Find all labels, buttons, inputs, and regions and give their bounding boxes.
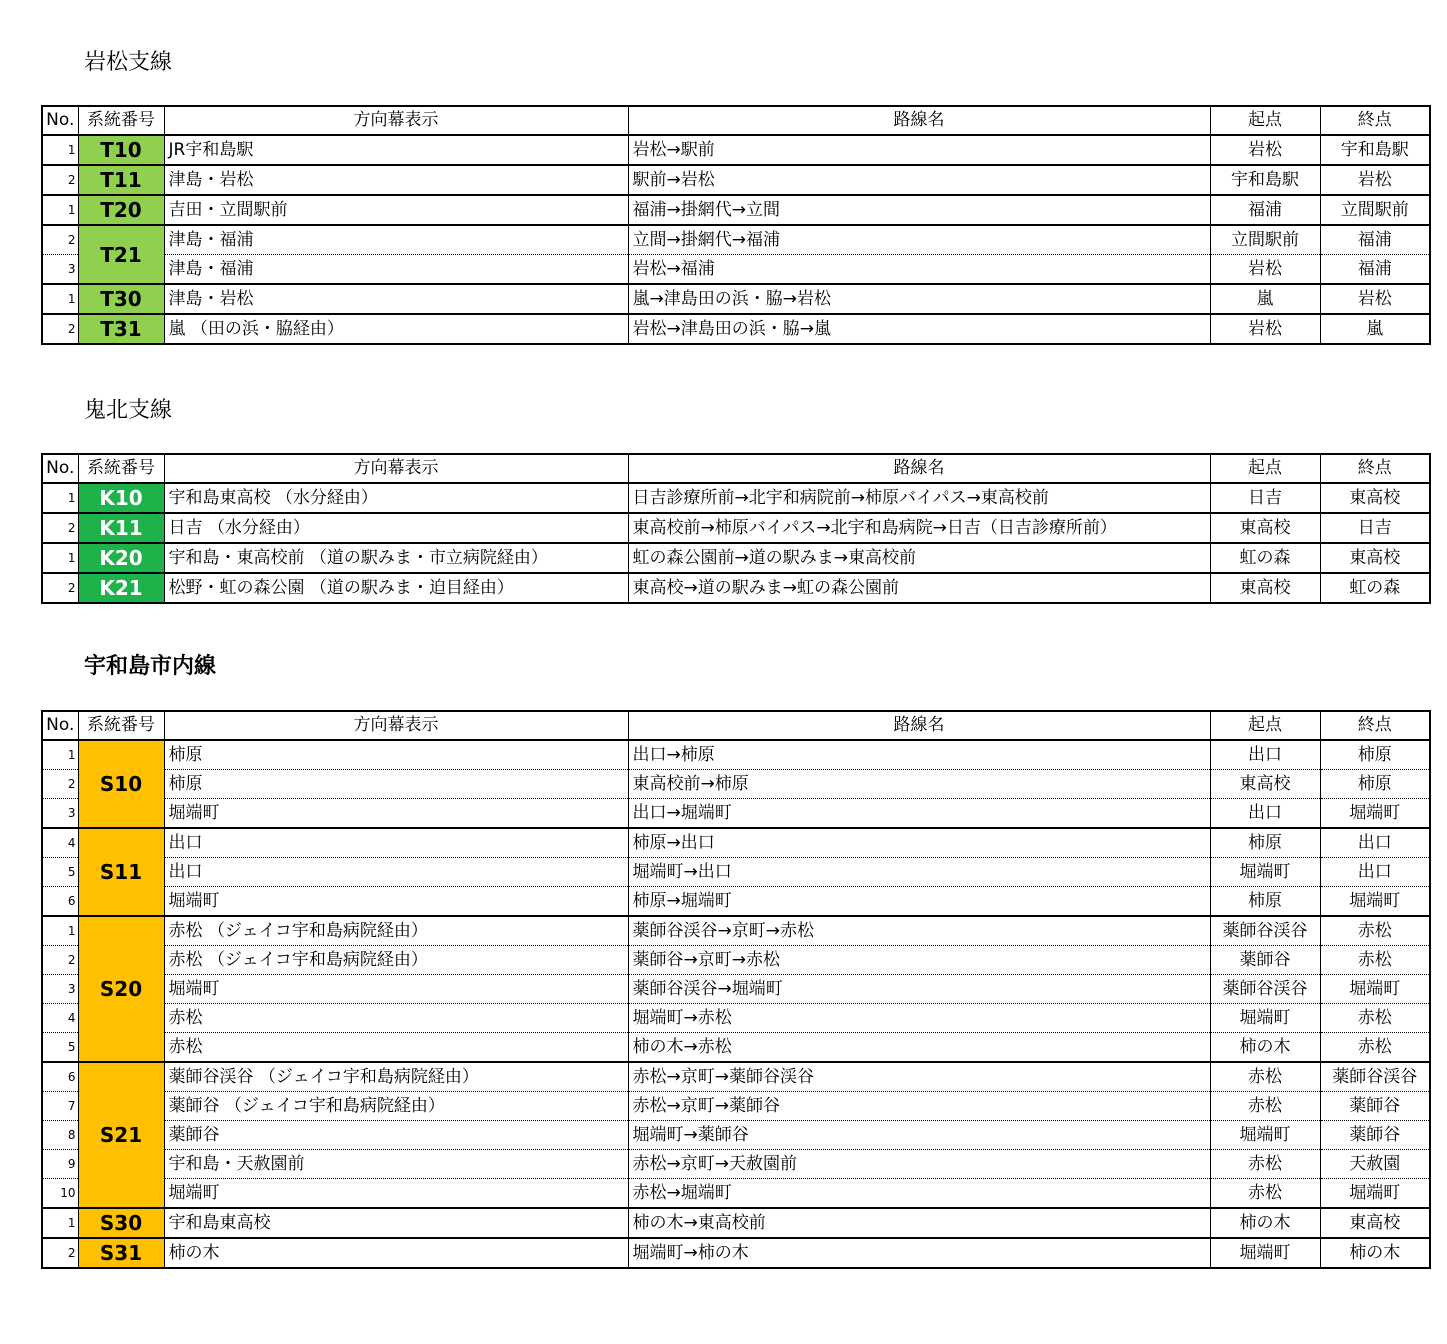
table-row bbox=[42, 165, 1430, 195]
table-row bbox=[42, 1238, 1430, 1268]
row-number: 4 bbox=[42, 1004, 78, 1033]
route-name: 赤松→京町→薬師谷渓谷 bbox=[628, 1062, 1210, 1092]
route-name: 岩松→津島田の浜・脇→嵐 bbox=[628, 314, 1210, 344]
route-name: 柿原→出口 bbox=[628, 828, 1210, 858]
start-point: 東高校 bbox=[1210, 513, 1320, 543]
row-number: 6 bbox=[42, 1062, 78, 1092]
table-row bbox=[42, 975, 1430, 1004]
table-row bbox=[42, 828, 1430, 858]
row-number: 9 bbox=[42, 1150, 78, 1179]
destination-sign: 堀端町 bbox=[164, 1179, 628, 1209]
table-row bbox=[42, 1121, 1430, 1150]
table-row bbox=[42, 799, 1430, 829]
start-point: 赤松 bbox=[1210, 1092, 1320, 1121]
start-point: 堀端町 bbox=[1210, 1121, 1320, 1150]
destination-sign: 堀端町 bbox=[164, 975, 628, 1004]
route-name: 駅前→岩松 bbox=[628, 165, 1210, 195]
start-point: 堀端町 bbox=[1210, 1004, 1320, 1033]
row-number: 2 bbox=[42, 314, 78, 344]
system-code: T10 bbox=[78, 135, 164, 165]
destination-sign: 宇和島東高校 （水分経由） bbox=[164, 483, 628, 513]
table-row bbox=[42, 1092, 1430, 1121]
route-name: 赤松→京町→天赦園前 bbox=[628, 1150, 1210, 1179]
route-name: 嵐→津島田の浜・脇→岩松 bbox=[628, 284, 1210, 314]
row-number: 10 bbox=[42, 1179, 78, 1209]
row-number: 1 bbox=[42, 916, 78, 946]
system-code: S20 bbox=[78, 916, 164, 1062]
row-number: 8 bbox=[42, 1121, 78, 1150]
route-name: 堀端町→出口 bbox=[628, 858, 1210, 887]
system-code: S10 bbox=[78, 740, 164, 828]
system-code: S30 bbox=[78, 1208, 164, 1238]
table-row bbox=[42, 946, 1430, 975]
start-point: 柿の木 bbox=[1210, 1208, 1320, 1238]
end-point: 東高校 bbox=[1320, 1208, 1430, 1238]
header-no: No. bbox=[42, 711, 78, 740]
row-number: 1 bbox=[42, 483, 78, 513]
end-point: 赤松 bbox=[1320, 946, 1430, 975]
destination-sign: 吉田・立間駅前 bbox=[164, 195, 628, 225]
header-no: No. bbox=[42, 106, 78, 135]
table-row bbox=[42, 195, 1430, 225]
row-number: 5 bbox=[42, 858, 78, 887]
end-point: 堀端町 bbox=[1320, 975, 1430, 1004]
end-point: 出口 bbox=[1320, 858, 1430, 887]
header-start: 起点 bbox=[1210, 106, 1320, 135]
row-number: 4 bbox=[42, 828, 78, 858]
header-sign: 方向幕表示 bbox=[164, 454, 628, 483]
header-route: 路線名 bbox=[628, 454, 1210, 483]
row-number: 7 bbox=[42, 1092, 78, 1121]
table-row bbox=[42, 1004, 1430, 1033]
destination-sign: 赤松 （ジェイコ宇和島病院経由） bbox=[164, 946, 628, 975]
destination-sign: 薬師谷 （ジェイコ宇和島病院経由） bbox=[164, 1092, 628, 1121]
table-row bbox=[42, 1179, 1430, 1209]
row-number: 3 bbox=[42, 255, 78, 285]
route-name: 柿の木→赤松 bbox=[628, 1033, 1210, 1063]
end-point: 嵐 bbox=[1320, 314, 1430, 344]
header-row bbox=[42, 106, 1430, 135]
destination-sign: 宇和島・天赦園前 bbox=[164, 1150, 628, 1179]
header-route: 路線名 bbox=[628, 711, 1210, 740]
table-row bbox=[42, 1150, 1430, 1179]
route-name: 立間→掛網代→福浦 bbox=[628, 225, 1210, 255]
header-end: 終点 bbox=[1320, 711, 1430, 740]
end-point: 虹の森 bbox=[1320, 573, 1430, 603]
section-title: 鬼北支線 bbox=[84, 398, 173, 423]
route-table bbox=[41, 710, 1431, 1269]
system-code: T30 bbox=[78, 284, 164, 314]
route-name: 柿原→堀端町 bbox=[628, 887, 1210, 917]
route-name: 出口→柿原 bbox=[628, 740, 1210, 770]
route-name: 薬師谷渓谷→堀端町 bbox=[628, 975, 1210, 1004]
row-number: 1 bbox=[42, 1208, 78, 1238]
section-title: 宇和島市内線 bbox=[84, 654, 217, 679]
start-point: 岩松 bbox=[1210, 135, 1320, 165]
start-point: 柿原 bbox=[1210, 828, 1320, 858]
start-point: 日吉 bbox=[1210, 483, 1320, 513]
row-number: 2 bbox=[42, 946, 78, 975]
row-number: 2 bbox=[42, 225, 78, 255]
row-number: 1 bbox=[42, 284, 78, 314]
end-point: 出口 bbox=[1320, 828, 1430, 858]
route-table bbox=[41, 453, 1431, 604]
route-name: 堀端町→薬師谷 bbox=[628, 1121, 1210, 1150]
start-point: 柿の木 bbox=[1210, 1033, 1320, 1063]
row-number: 1 bbox=[42, 543, 78, 573]
system-code: S11 bbox=[78, 828, 164, 916]
end-point: 堀端町 bbox=[1320, 1179, 1430, 1209]
row-number: 2 bbox=[42, 573, 78, 603]
row-number: 2 bbox=[42, 513, 78, 543]
start-point: 赤松 bbox=[1210, 1179, 1320, 1209]
system-code: K20 bbox=[78, 543, 164, 573]
route-name: 薬師谷→京町→赤松 bbox=[628, 946, 1210, 975]
header-route: 路線名 bbox=[628, 106, 1210, 135]
destination-sign: 柿原 bbox=[164, 770, 628, 799]
row-number: 2 bbox=[42, 1238, 78, 1268]
destination-sign: 津島・岩松 bbox=[164, 284, 628, 314]
table-row bbox=[42, 255, 1430, 285]
end-point: 赤松 bbox=[1320, 916, 1430, 946]
row-number: 1 bbox=[42, 740, 78, 770]
end-point: 宇和島駅 bbox=[1320, 135, 1430, 165]
row-number: 2 bbox=[42, 165, 78, 195]
end-point: 東高校 bbox=[1320, 543, 1430, 573]
header-end: 終点 bbox=[1320, 106, 1430, 135]
row-number: 1 bbox=[42, 135, 78, 165]
start-point: 出口 bbox=[1210, 740, 1320, 770]
end-point: 立間駅前 bbox=[1320, 195, 1430, 225]
end-point: 福浦 bbox=[1320, 225, 1430, 255]
start-point: 福浦 bbox=[1210, 195, 1320, 225]
start-point: 嵐 bbox=[1210, 284, 1320, 314]
end-point: 東高校 bbox=[1320, 483, 1430, 513]
route-name: 出口→堀端町 bbox=[628, 799, 1210, 829]
end-point: 堀端町 bbox=[1320, 887, 1430, 917]
table-row bbox=[42, 284, 1430, 314]
start-point: 薬師谷渓谷 bbox=[1210, 916, 1320, 946]
table-row bbox=[42, 770, 1430, 799]
row-number: 3 bbox=[42, 799, 78, 829]
end-point: 岩松 bbox=[1320, 284, 1430, 314]
route-name: 堀端町→赤松 bbox=[628, 1004, 1210, 1033]
header-row bbox=[42, 454, 1430, 483]
system-code: K21 bbox=[78, 573, 164, 603]
end-point: 天赦園 bbox=[1320, 1150, 1430, 1179]
row-number: 3 bbox=[42, 975, 78, 1004]
table-row bbox=[42, 1062, 1430, 1092]
system-code: K11 bbox=[78, 513, 164, 543]
end-point: 堀端町 bbox=[1320, 799, 1430, 829]
start-point: 堀端町 bbox=[1210, 1238, 1320, 1268]
header-code: 系統番号 bbox=[78, 454, 164, 483]
table-row bbox=[42, 740, 1430, 770]
start-point: 柿原 bbox=[1210, 887, 1320, 917]
header-end: 終点 bbox=[1320, 454, 1430, 483]
route-name: 東高校→道の駅みま→虹の森公園前 bbox=[628, 573, 1210, 603]
section-title: 岩松支線 bbox=[84, 50, 173, 75]
destination-sign: 薬師谷渓谷 （ジェイコ宇和島病院経由） bbox=[164, 1062, 628, 1092]
start-point: 薬師谷渓谷 bbox=[1210, 975, 1320, 1004]
header-start: 起点 bbox=[1210, 454, 1320, 483]
system-code: K10 bbox=[78, 483, 164, 513]
row-number: 5 bbox=[42, 1033, 78, 1063]
row-number: 1 bbox=[42, 195, 78, 225]
end-point: 柿原 bbox=[1320, 740, 1430, 770]
system-code: S31 bbox=[78, 1238, 164, 1268]
destination-sign: 柿の木 bbox=[164, 1238, 628, 1268]
row-number: 6 bbox=[42, 887, 78, 917]
route-name: 赤松→堀端町 bbox=[628, 1179, 1210, 1209]
route-table bbox=[41, 105, 1431, 345]
end-point: 赤松 bbox=[1320, 1033, 1430, 1063]
destination-sign: 宇和島東高校 bbox=[164, 1208, 628, 1238]
route-name: 薬師谷渓谷→京町→赤松 bbox=[628, 916, 1210, 946]
end-point: 柿原 bbox=[1320, 770, 1430, 799]
route-name: 東高校前→柿原 bbox=[628, 770, 1210, 799]
destination-sign: 松野・虹の森公園 （道の駅みま・迫目経由） bbox=[164, 573, 628, 603]
destination-sign: 津島・福浦 bbox=[164, 255, 628, 285]
start-point: 出口 bbox=[1210, 799, 1320, 829]
table-row bbox=[42, 225, 1430, 255]
route-name: 日吉診療所前→北宇和病院前→柿原バイパス→東高校前 bbox=[628, 483, 1210, 513]
destination-sign: 出口 bbox=[164, 828, 628, 858]
header-no: No. bbox=[42, 454, 78, 483]
system-code: T11 bbox=[78, 165, 164, 195]
end-point: 薬師谷 bbox=[1320, 1121, 1430, 1150]
header-code: 系統番号 bbox=[78, 711, 164, 740]
destination-sign: JR宇和島駅 bbox=[164, 135, 628, 165]
route-name: 岩松→駅前 bbox=[628, 135, 1210, 165]
destination-sign: 堀端町 bbox=[164, 799, 628, 829]
header-start: 起点 bbox=[1210, 711, 1320, 740]
start-point: 立間駅前 bbox=[1210, 225, 1320, 255]
route-name: 赤松→京町→薬師谷 bbox=[628, 1092, 1210, 1121]
destination-sign: 赤松 bbox=[164, 1033, 628, 1063]
start-point: 薬師谷 bbox=[1210, 946, 1320, 975]
start-point: 岩松 bbox=[1210, 314, 1320, 344]
destination-sign: 柿原 bbox=[164, 740, 628, 770]
destination-sign: 津島・岩松 bbox=[164, 165, 628, 195]
route-name: 虹の森公園前→道の駅みま→東高校前 bbox=[628, 543, 1210, 573]
start-point: 赤松 bbox=[1210, 1062, 1320, 1092]
start-point: 赤松 bbox=[1210, 1150, 1320, 1179]
table-row bbox=[42, 513, 1430, 543]
system-code: T20 bbox=[78, 195, 164, 225]
table-row bbox=[42, 858, 1430, 887]
row-number: 2 bbox=[42, 770, 78, 799]
route-name: 柿の木→東高校前 bbox=[628, 1208, 1210, 1238]
header-sign: 方向幕表示 bbox=[164, 106, 628, 135]
table-row bbox=[42, 1208, 1430, 1238]
start-point: 東高校 bbox=[1210, 573, 1320, 603]
destination-sign: 津島・福浦 bbox=[164, 225, 628, 255]
start-point: 岩松 bbox=[1210, 255, 1320, 285]
table-row bbox=[42, 543, 1430, 573]
header-sign: 方向幕表示 bbox=[164, 711, 628, 740]
start-point: 東高校 bbox=[1210, 770, 1320, 799]
route-name: 堀端町→柿の木 bbox=[628, 1238, 1210, 1268]
destination-sign: 日吉 （水分経由） bbox=[164, 513, 628, 543]
end-point: 岩松 bbox=[1320, 165, 1430, 195]
system-code: T21 bbox=[78, 225, 164, 284]
destination-sign: 出口 bbox=[164, 858, 628, 887]
end-point: 柿の木 bbox=[1320, 1238, 1430, 1268]
end-point: 薬師谷 bbox=[1320, 1092, 1430, 1121]
destination-sign: 赤松 bbox=[164, 1004, 628, 1033]
start-point: 堀端町 bbox=[1210, 858, 1320, 887]
system-code: T31 bbox=[78, 314, 164, 344]
start-point: 宇和島駅 bbox=[1210, 165, 1320, 195]
route-name: 岩松→福浦 bbox=[628, 255, 1210, 285]
end-point: 赤松 bbox=[1320, 1004, 1430, 1033]
system-code: S21 bbox=[78, 1062, 164, 1208]
header-code: 系統番号 bbox=[78, 106, 164, 135]
destination-sign: 嵐 （田の浜・脇経由） bbox=[164, 314, 628, 344]
destination-sign: 堀端町 bbox=[164, 887, 628, 917]
route-name: 福浦→掛網代→立間 bbox=[628, 195, 1210, 225]
table-row bbox=[42, 483, 1430, 513]
table-row bbox=[42, 1033, 1430, 1063]
header-row bbox=[42, 711, 1430, 740]
table-row bbox=[42, 916, 1430, 946]
table-row bbox=[42, 887, 1430, 917]
end-point: 福浦 bbox=[1320, 255, 1430, 285]
table-row bbox=[42, 135, 1430, 165]
destination-sign: 薬師谷 bbox=[164, 1121, 628, 1150]
destination-sign: 宇和島・東高校前 （道の駅みま・市立病院経由） bbox=[164, 543, 628, 573]
destination-sign: 赤松 （ジェイコ宇和島病院経由） bbox=[164, 916, 628, 946]
route-name: 東高校前→柿原バイパス→北宇和島病院→日吉（日吉診療所前） bbox=[628, 513, 1210, 543]
start-point: 虹の森 bbox=[1210, 543, 1320, 573]
end-point: 薬師谷渓谷 bbox=[1320, 1062, 1430, 1092]
table-row bbox=[42, 314, 1430, 344]
table-row bbox=[42, 573, 1430, 603]
end-point: 日吉 bbox=[1320, 513, 1430, 543]
